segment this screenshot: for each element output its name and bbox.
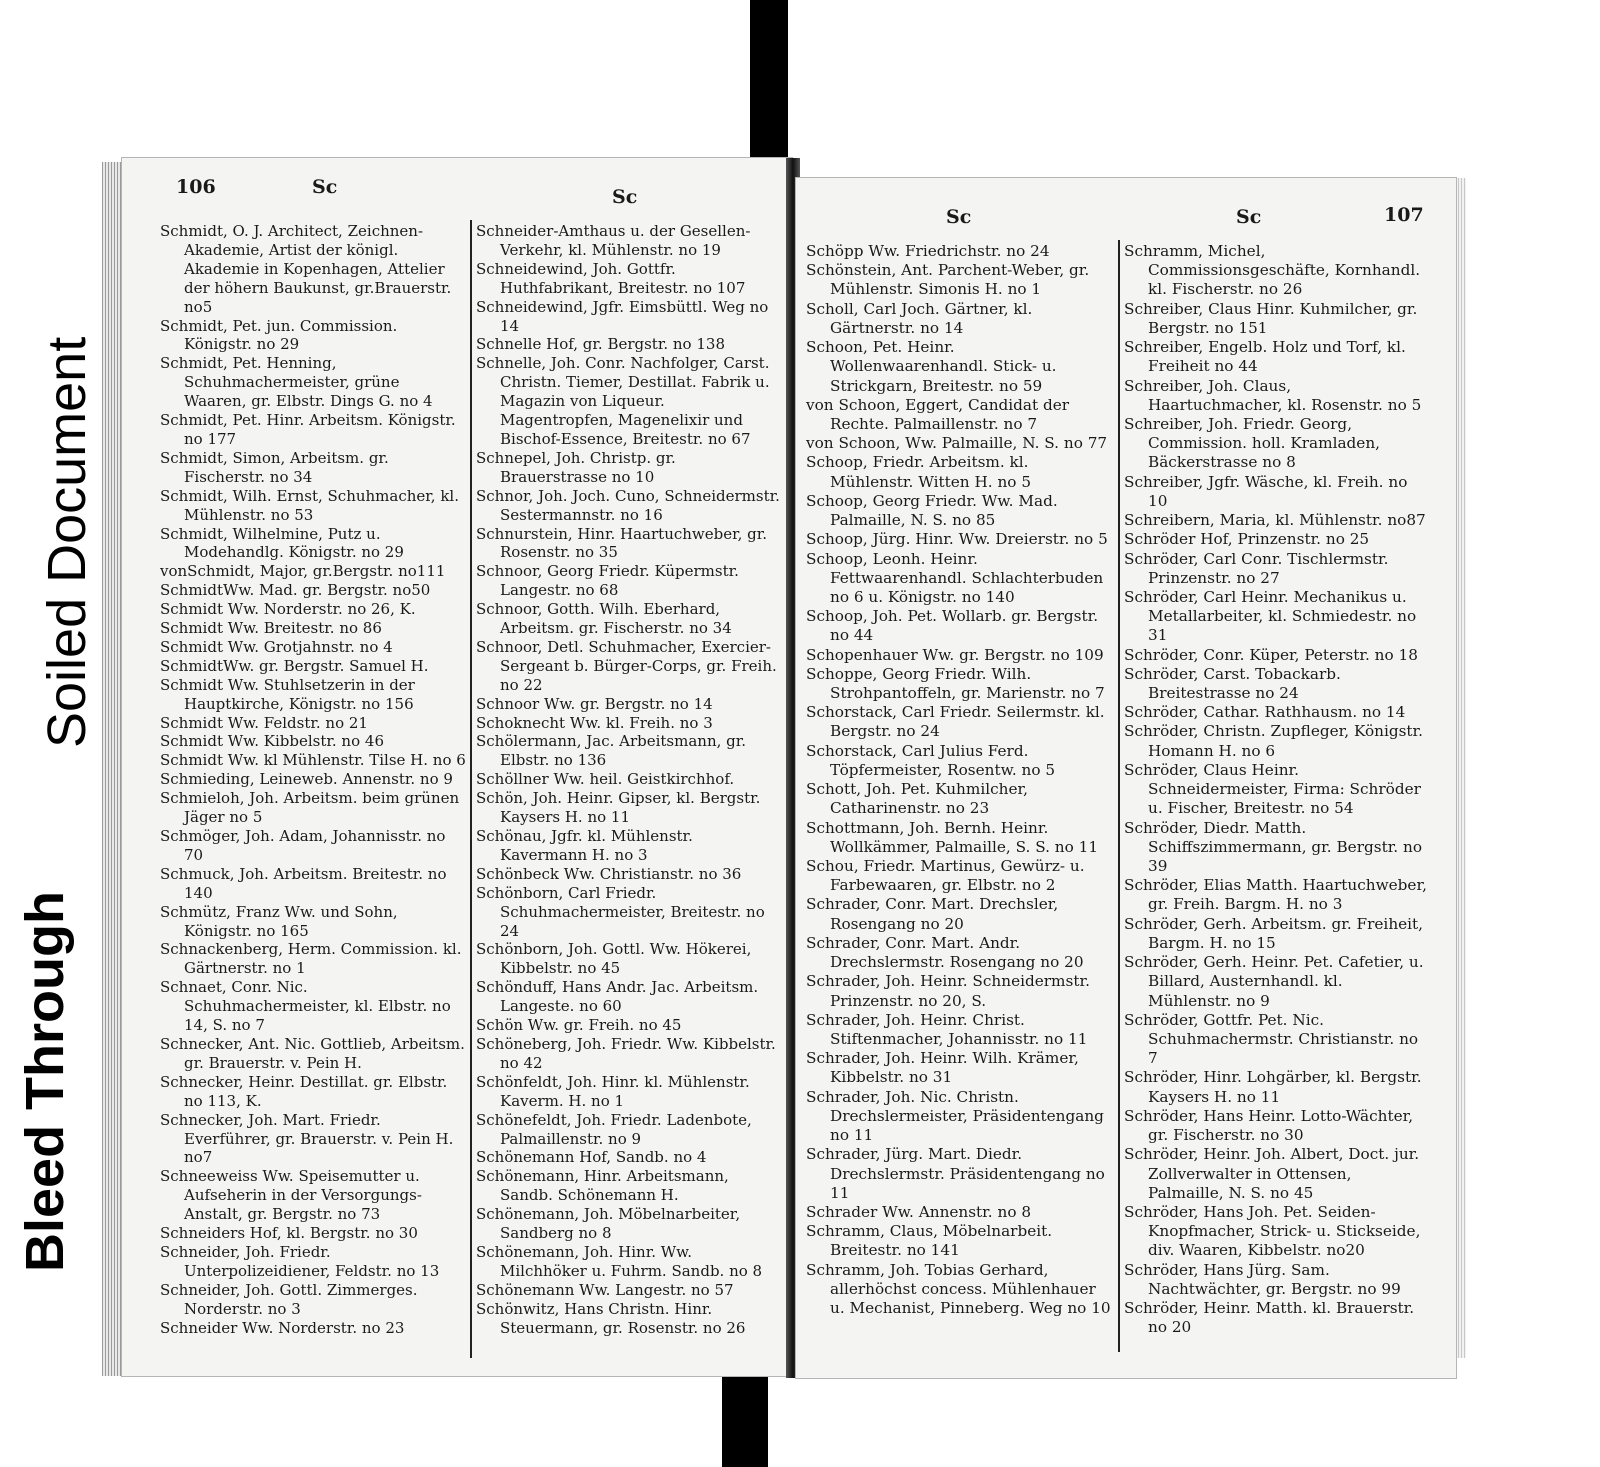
left-page-header: [122, 176, 792, 216]
directory-entry: Schröder, Carl Conr. Tischlermstr. Prinzenstr. no 27: [1124, 549, 1389, 587]
directory-entry: Schneiders Hof, kl. Bergstr. no 30: [160, 1224, 418, 1243]
left-page-column-2: [476, 222, 782, 1337]
directory-entry: Schmidt Ww. kl Mühlenstr. Tilse H. no 6: [160, 751, 466, 770]
directory-entry: Schramm, Claus, Möbelnarbeit. Breitestr. no 141: [806, 1222, 1053, 1260]
page-heading: Sc: [946, 206, 972, 228]
directory-entry: Schrader, Conr. Mart. Andr. Drechslermstr. Rosengang no 20: [806, 933, 1084, 972]
directory-entry: Schoop, Leonh. Heinr. Fettwaarenhandl. Schlachterbuden no 6 u. Königstr. no 140: [806, 549, 1104, 606]
directory-entry: Schnoor Ww. gr. Bergstr. no 14: [476, 694, 713, 713]
directory-entry: Schöllner Ww. heil. Geistkirchhof.: [476, 770, 735, 789]
directory-entry: Schrader, Joh. Heinr. Schneidermstr. Prinzenstr. no 20, S.: [806, 972, 1090, 1010]
directory-entry: Schneeweiss Ww. Speisemutter u. Aufseherin in der Versorgungs-Anstalt, gr. Bergstr. no 73: [160, 1167, 422, 1224]
directory-entry: Schnelle, Joh. Conr. Nachfolger, Carst. Christn. Tiemer, Destillat. Fabrik u. Magazin von Liqueur. Magentropfen, Magenelixir und Bischof-Essence, Breitestr. no 67: [476, 354, 770, 448]
directory-entry: Schmidt Ww. Feldstr. no 21: [160, 713, 368, 732]
directory-entry: Schröder, Gerh. Arbeitsm. gr. Freiheit, Bargm. H. no 15: [1124, 914, 1424, 952]
directory-entry: Schoop, Joh. Pet. Wollarb. gr. Bergstr. no 44: [806, 607, 1099, 645]
directory-entry: Schölermann, Jac. Arbeitsmann, gr. Elbstr. no 136: [476, 732, 747, 770]
directory-entry: Schönstein, Ant. Parchent-Weber, gr. Mühlenstr. Simonis H. no 1: [806, 261, 1090, 299]
directory-entry: Schrader Ww. Annenstr. no 8: [806, 1202, 1032, 1221]
directory-entry: Schnoor, Gotth. Wilh. Eberhard, Arbeitsm. gr. Fischerstr. no 34: [476, 600, 732, 638]
directory-entry: Schröder, Claus Heinr. Schneidermeister, Firma: Schröder u. Fischer, Breitestr. no 54: [1124, 760, 1421, 818]
directory-entry: Schneider-Amthaus u. der Gesellen-Verkehr, kl. Mühlenstr. no 19: [476, 222, 751, 259]
left-page: [122, 158, 792, 1376]
directory-entry: Schmidt Ww. Breitestr. no 86: [160, 619, 382, 638]
directory-entry: SchmidtWw. gr. Bergstr. Samuel H.: [160, 656, 429, 675]
directory-entry: Schnor, Joh. Joch. Cuno, Schneidermstr. Sestermannstr. no 16: [476, 486, 780, 524]
directory-entry: Schönborn, Carl Friedr. Schuhmachermeister, Breitestr. no 24: [476, 883, 765, 940]
directory-entry: Schnackenberg, Herm. Commission. kl. Gärtnerstr. no 1: [160, 940, 462, 978]
spine-strip-top: [750, 0, 788, 170]
left-page-column-1: [160, 222, 466, 1337]
directory-entry: Schöneberg, Joh. Friedr. Ww. Kibbelstr. no 42: [476, 1034, 776, 1072]
directory-entry: Schrader, Jürg. Mart. Diedr. Drechslermstr. Präsidentengang no 11: [806, 1145, 1105, 1202]
directory-entry: Schmidt, Wilh. Ernst, Schuhmacher, kl. Mühlenstr. no 53: [160, 486, 459, 524]
directory-entry: Schnoor, Detl. Schuhmacher, Exercier-Sergeant b. Bürger-Corps, gr. Freih. no 22: [476, 637, 777, 694]
directory-entry: Schoknecht Ww. kl. Freih. no 3: [476, 713, 713, 732]
directory-entry: Schott, Joh. Pet. Kuhmilcher, Catharinenstr. no 23: [806, 780, 1028, 818]
directory-entry: Schmütz, Franz Ww. und Sohn, Königstr. no 165: [160, 902, 398, 940]
directory-entry: vonSchmidt, Major, gr.Bergstr. no111: [160, 562, 446, 581]
soiled-document-label: Soiled Document: [37, 336, 97, 748]
directory-entry: Schröder, Diedr. Matth. Schiffszimmermann, gr. Bergstr. no 39: [1124, 818, 1423, 875]
directory-entry: SchmidtWw. Mad. gr. Bergstr. no50: [160, 581, 431, 600]
directory-entry: Schmuck, Joh. Arbeitsm. Breitestr. no 140: [160, 864, 447, 902]
directory-entry: Schnecker, Heinr. Destillat. gr. Elbstr. no 113, K.: [160, 1072, 448, 1110]
directory-entry: Schneidewind, Jgfr. Eimsbüttl. Weg no 14: [476, 297, 769, 335]
directory-entry: Schmöger, Joh. Adam, Johannisstr. no 70: [160, 827, 446, 864]
directory-entry: Schorstack, Carl Julius Ferd. Töpfermeister, Rosentw. no 5: [806, 741, 1056, 779]
page-heading: Sc: [612, 186, 638, 208]
directory-entry: Schnelle Hof, gr. Bergstr. no 138: [476, 335, 725, 354]
directory-entry: Schopenhauer Ww. gr. Bergstr. no 109: [806, 645, 1104, 664]
directory-entry: Schmidt, Pet. Henning, Schuhmachermeister, grüne Waaren, gr. Elbstr. Dings G. no 4: [160, 354, 433, 411]
directory-entry: Scholl, Carl Joch. Gärtner, kl. Gärtnerstr. no 14: [806, 299, 1033, 337]
directory-entry: Schmieloh, Joh. Arbeitsm. beim grünen Jäger no 5: [160, 789, 460, 827]
directory-entry: Schönduff, Hans Andr. Jac. Arbeitsm. Langeste. no 60: [476, 978, 759, 1016]
page-number: 107: [1384, 204, 1424, 226]
directory-entry: Schönemann Ww. Langestr. no 57: [476, 1280, 734, 1299]
directory-entry: Schnepel, Joh. Christp. gr. Brauerstrasse no 10: [476, 448, 676, 486]
directory-entry: Schröder Hof, Prinzenstr. no 25: [1124, 530, 1370, 549]
directory-entry: Schorstack, Carl Friedr. Seilermstr. kl. Bergstr. no 24: [806, 703, 1105, 741]
directory-entry: Schnecker, Joh. Mart. Friedr. Everführer, gr. Brauerstr. v. Pein H. no7: [160, 1110, 454, 1167]
directory-entry: Schöpp Ww. Friedrichstr. no 24: [806, 242, 1050, 260]
directory-entry: Schröder, Hinr. Lohgärber, kl. Bergstr. Kaysers H. no 11: [1124, 1068, 1422, 1106]
directory-entry: Schmidt Ww. Grotjahnstr. no 4: [160, 637, 393, 656]
directory-entry: Schröder, Carl Heinr. Mechanikus u. Metallarbeiter, kl. Schmiedestr. no 31: [1124, 587, 1417, 645]
directory-entry: Schneider, Joh. Gottl. Zimmerges. Norderstr. no 3: [160, 1280, 418, 1318]
directory-entry: Schröder, Hans Joh. Pet. Seiden-Knopfmacher, Strick- u. Stickseide, div. Waaren, Kibbelstr. no20: [1124, 1202, 1421, 1260]
directory-entry: Schönfeldt, Joh. Hinr. kl. Mühlenstr. Kaverm. H. no 1: [476, 1072, 750, 1110]
directory-entry: Schreiber, Jgfr. Wäsche, kl. Freih. no 10: [1124, 472, 1408, 510]
directory-entry: Schoppe, Georg Friedr. Wilh. Strohpantoffeln, gr. Marienstr. no 7: [806, 664, 1105, 703]
directory-entry: Schröder, Heinr. Joh. Albert, Doct. jur. Zollverwalter in Ottensen, Palmaille, N. S. no 45: [1124, 1145, 1420, 1202]
directory-entry: Schnaet, Conr. Nic. Schuhmachermeister, kl. Elbstr. no 14, S. no 7: [160, 978, 451, 1035]
directory-entry: Schmidt Ww. Norderstr. no 26, K.: [160, 600, 416, 619]
column-divider: [1118, 240, 1120, 1352]
bleed-through-label: Bleed Through: [15, 891, 75, 1272]
directory-entry: Schmieding, Leineweb. Annenstr. no 9: [160, 770, 453, 789]
page-heading: Sc: [1236, 206, 1262, 228]
directory-entry: Schneider Ww. Norderstr. no 23: [160, 1318, 405, 1337]
directory-entry: Schröder, Christn. Zupfleger, Königstr. Homann H. no 6: [1124, 722, 1424, 760]
directory-entry: Schmidt Ww. Kibbelstr. no 46: [160, 732, 384, 751]
directory-entry: Schnoor, Georg Friedr. Küpermstr. Langestr. no 68: [476, 562, 739, 600]
directory-entry: Schrader, Joh. Nic. Christn. Drechslermeister, Präsidentengang no 11: [806, 1087, 1104, 1145]
directory-entry: Schottmann, Joh. Bernh. Heinr. Wollkämmer, Palmaille, S. S. no 11: [806, 818, 1099, 856]
directory-entry: Schröder, Gerh. Heinr. Pet. Cafetier, u. Billard, Austernhandl. kl. Mühlenstr. no 9: [1124, 953, 1424, 1010]
column-divider: [470, 220, 472, 1358]
directory-entry: Schmidt, Pet. Hinr. Arbeitsm. Königstr. no 177: [160, 411, 456, 448]
directory-entry: Schramm, Michel, Commissionsgeschäfte, Kornhandl. kl. Fischerstr. no 26: [1124, 242, 1421, 299]
directory-entry: Schmidt, Simon, Arbeitsm. gr. Fischerstr. no 34: [160, 448, 389, 486]
right-page-column-1: [806, 242, 1112, 1318]
directory-entry: Schröder, Heinr. Matth. kl. Brauerstr. no 20: [1124, 1299, 1415, 1337]
directory-entry: Schönemann, Joh. Möbelnarbeiter, Sandberg no 8: [476, 1205, 741, 1243]
directory-entry: Schneider, Joh. Friedr. Unterpolizeidiener, Feldstr. no 13: [160, 1242, 440, 1280]
directory-entry: Schramm, Joh. Tobias Gerhard, allerhöchst concess. Mühlenhauer u. Mechanist, Pinneberg. Weg no 10: [806, 1260, 1111, 1318]
directory-entry: Schönbeck Ww. Christianstr. no 36: [476, 864, 742, 883]
directory-entry: Schreiber, Joh. Friedr. Georg, Commission. holl. Kramladen, Bäckerstrasse no 8: [1124, 414, 1380, 472]
right-page-header: [796, 196, 1456, 236]
spine-strip-bottom: [722, 1375, 768, 1467]
directory-entry: Schreiber, Claus Hinr. Kuhmilcher, gr. Bergstr. no 151: [1124, 299, 1418, 337]
directory-entry: Schröder, Hans Heinr. Lotto-Wächter, gr. Fischerstr. no 30: [1124, 1106, 1414, 1145]
directory-entry: Schröder, Gottfr. Pet. Nic. Schuhmachermstr. Christianstr. no 7: [1124, 1010, 1419, 1068]
page-heading: Sc: [312, 176, 338, 198]
directory-entry: von Schoon, Ww. Palmaille, N. S. no 77: [806, 434, 1108, 453]
directory-entry: Schreiber, Joh. Claus, Haartuchmacher, kl. Rosenstr. no 5: [1124, 376, 1422, 414]
directory-entry: Schnecker, Ant. Nic. Gottlieb, Arbeitsm. gr. Brauerstr. v. Pein H.: [160, 1034, 465, 1072]
directory-entry: Schneidewind, Joh. Gottfr. Huthfabrikant, Breitestr. no 107: [476, 259, 746, 297]
directory-entry: Schmidt Ww. Stuhlsetzerin in der Hauptkirche, Königstr. no 156: [160, 675, 415, 713]
directory-entry: Schönwitz, Hans Christn. Hinr. Steuermann, gr. Rosenstr. no 26: [476, 1299, 746, 1337]
directory-entry: Schrader, Joh. Heinr. Christ. Stiftenmacher, Johannisstr. no 11: [806, 1010, 1088, 1048]
directory-entry: Schmidt, O. J. Architect, Zeichnen-Akademie, Artist der königl. Akademie in Kopenhagen, Attelier der höhern Baukunst, gr.Brauerstr. no5: [160, 222, 452, 316]
directory-entry: Schröder, Carst. Tobackarb. Breitestrasse no 24: [1124, 664, 1341, 703]
directory-entry: Schoop, Friedr. Arbeitsm. kl. Mühlenstr. Witten H. no 5: [806, 453, 1032, 491]
right-page: [796, 178, 1456, 1378]
directory-entry: Schönborn, Joh. Gottl. Ww. Hökerei, Kibbelstr. no 45: [476, 940, 752, 978]
directory-entry: Schönemann, Joh. Hinr. Ww. Milchhöker u. Fuhrm. Sandb. no 8: [476, 1242, 763, 1280]
directory-entry: Schrader, Conr. Mart. Drechsler, Rosengang no 20: [806, 895, 1059, 933]
directory-entry: Schmidt, Pet. jun. Commission. Königstr. no 29: [160, 316, 398, 354]
directory-entry: Schreiber, Engelb. Holz und Torf, kl. Freiheit no 44: [1124, 338, 1406, 376]
directory-entry: von Schoon, Eggert, Candidat der Rechte. Palmaillenstr. no 7: [806, 395, 1070, 433]
right-page-column-2: [1124, 242, 1430, 1337]
directory-entry: Schröder, Cathar. Rathhausm. no 14: [1124, 703, 1406, 722]
directory-entry: Schönemann, Hinr. Arbeitsmann, Sandb. Schönemann H.: [476, 1167, 729, 1205]
directory-entry: Schnurstein, Hinr. Haartuchweber, gr. Rosenstr. no 35: [476, 524, 768, 562]
directory-entry: Schönemann Hof, Sandb. no 4: [476, 1148, 707, 1167]
directory-entry: Schreibern, Maria, kl. Mühlenstr. no87: [1124, 511, 1426, 530]
directory-entry: Schönefeldt, Joh. Friedr. Ladenbote, Palmaillenstr. no 9: [476, 1110, 752, 1148]
directory-entry: Schoon, Pet. Heinr. Wollenwaarenhandl. Stick- u. Strickgarn, Breitestr. no 59: [806, 338, 1057, 395]
directory-entry: Schröder, Elias Matth. Haartuchweber, gr. Freih. Bargm. H. no 3: [1124, 876, 1427, 914]
page-number: 106: [176, 176, 216, 198]
directory-entry: Schou, Friedr. Martinus, Gewürz- u. Farbewaaren, gr. Elbstr. no 2: [806, 857, 1085, 895]
directory-entry: Schönau, Jgfr. kl. Mühlenstr. Kavermann H. no 3: [476, 827, 693, 864]
directory-entry: Schön Ww. gr. Freih. no 45: [476, 1016, 682, 1035]
directory-entry: Schoop, Jürg. Hinr. Ww. Dreierstr. no 5: [806, 530, 1108, 549]
directory-entry: Schmidt, Wilhelmine, Putz u. Modehandlg. Königstr. no 29: [160, 524, 404, 562]
directory-entry: Schoop, Georg Friedr. Ww. Mad. Palmaille, N. S. no 85: [806, 491, 1058, 530]
directory-entry: Schröder, Conr. Küper, Peterstr. no 18: [1124, 645, 1418, 664]
directory-entry: Schön, Joh. Heinr. Gipser, kl. Bergstr. Kaysers H. no 11: [476, 789, 761, 827]
directory-entry: Schröder, Hans Jürg. Sam. Nachtwächter, gr. Bergstr. no 99: [1124, 1260, 1401, 1298]
directory-entry: Schrader, Joh. Heinr. Wilh. Krämer, Kibbelstr. no 31: [806, 1049, 1079, 1087]
